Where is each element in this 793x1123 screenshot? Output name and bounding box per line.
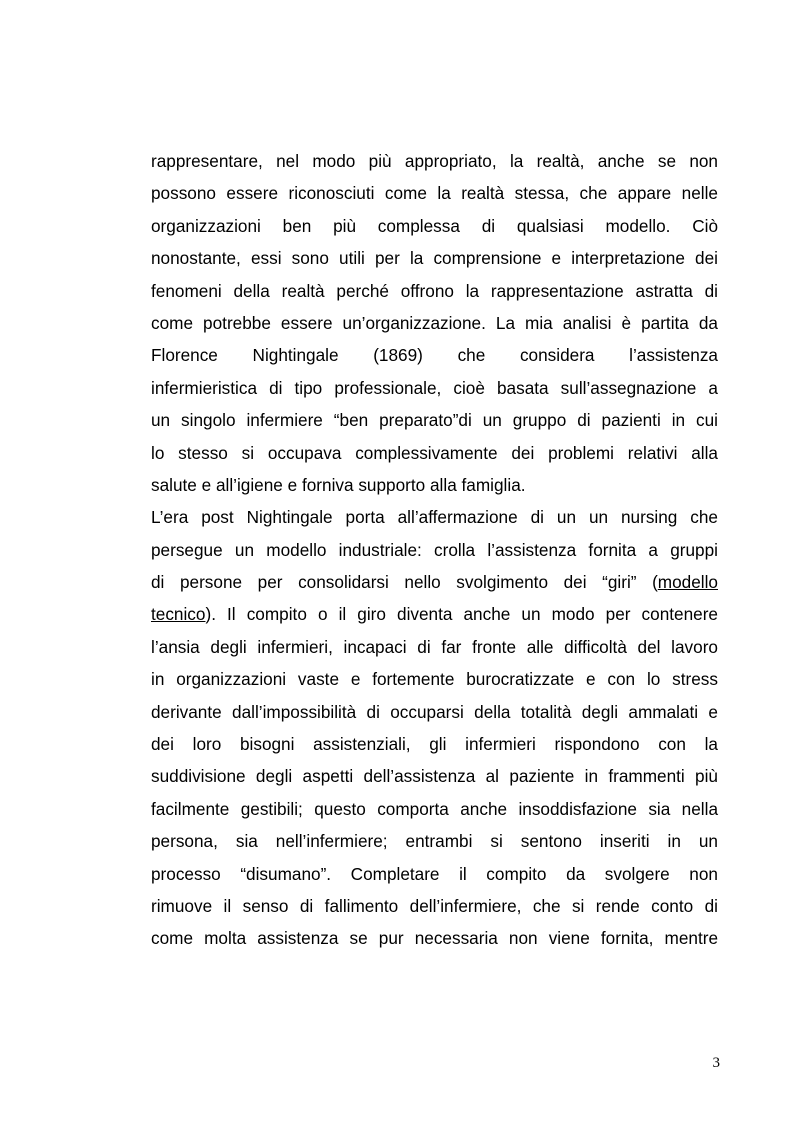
page-number: 3 [712, 1055, 720, 1071]
text-segment: ). Il compito o il giro diventa anche un modo per contenere [205, 604, 718, 625]
text-line: processo “disumano”. Completare il compito da svolgere non [151, 863, 718, 884]
text-line: possono essere riconosciuti come la realtà stessa, che appare nelle [151, 183, 718, 204]
text-line: fenomeni della realtà perché offrono la rappresentazione astratta di [151, 280, 718, 301]
text-line: persona, sia nell’infermiere; entrambi si sentono inseriti in un [151, 831, 718, 852]
text-line: rappresentare, nel modo più appropriato, la realtà, anche se non [151, 151, 718, 171]
text-line: in organizzazioni vaste e fortemente burocratizzate e con lo stress [151, 669, 718, 690]
text-line: organizzazioni ben più complessa di qualsiasi modello. Ciò [151, 215, 718, 236]
text-segment: di persone per consolidarsi nello svolgimento dei “giri” ( [151, 572, 658, 593]
paragraph-1 [151, 145, 718, 501]
underlined-term-modello: modello [657, 572, 718, 593]
underlined-term-tecnico: tecnico [151, 604, 206, 625]
text-line: come potrebbe essere un’organizzazione. La mia analisi è partita da [151, 312, 718, 333]
body-text [151, 145, 718, 955]
text-line: infermieristica di tipo professionale, cioè basata sull’assegnazione a [151, 377, 718, 398]
paragraph-2 [151, 501, 718, 954]
text-line: facilmente gestibili; questo comporta anche insoddisfazione sia nella [151, 798, 718, 819]
text-line: derivante dall’impossibilità di occuparsi della totalità degli ammalati e [151, 701, 718, 722]
text-line: lo stesso si occupava complessivamente dei problemi relativi alla [151, 442, 718, 463]
text-line: come molta assistenza se pur necessaria non viene fornita, mentre [151, 928, 718, 949]
text-line: suddivisione degli aspetti dell’assistenza al paziente in frammenti più [151, 766, 718, 787]
text-line: Florence Nightingale (1869) che considera l’assistenza [151, 345, 718, 366]
text-line: un singolo infermiere “ben preparato”di un gruppo di pazienti in cui [151, 410, 718, 431]
text-line: rimuove il senso di fallimento dell’infermiere, che si rende conto di [151, 895, 718, 916]
text-line: nonostante, essi sono utili per la comprensione e interpretazione dei [151, 248, 718, 269]
text-line [151, 598, 718, 630]
text-line: persegue un modello industriale: crolla l’assistenza fornita a gruppi [151, 539, 718, 560]
text-line: L’era post Nightingale porta all’affermazione di un un nursing che [151, 507, 718, 528]
text-line: l’ansia degli infermieri, incapaci di far fronte alle difficoltà del lavoro [151, 636, 718, 657]
text-line [151, 566, 718, 598]
text-line: salute e all’igiene e forniva supporto alla famiglia. [151, 474, 526, 495]
text-line: dei loro bisogni assistenziali, gli infermieri rispondono con la [151, 734, 718, 755]
